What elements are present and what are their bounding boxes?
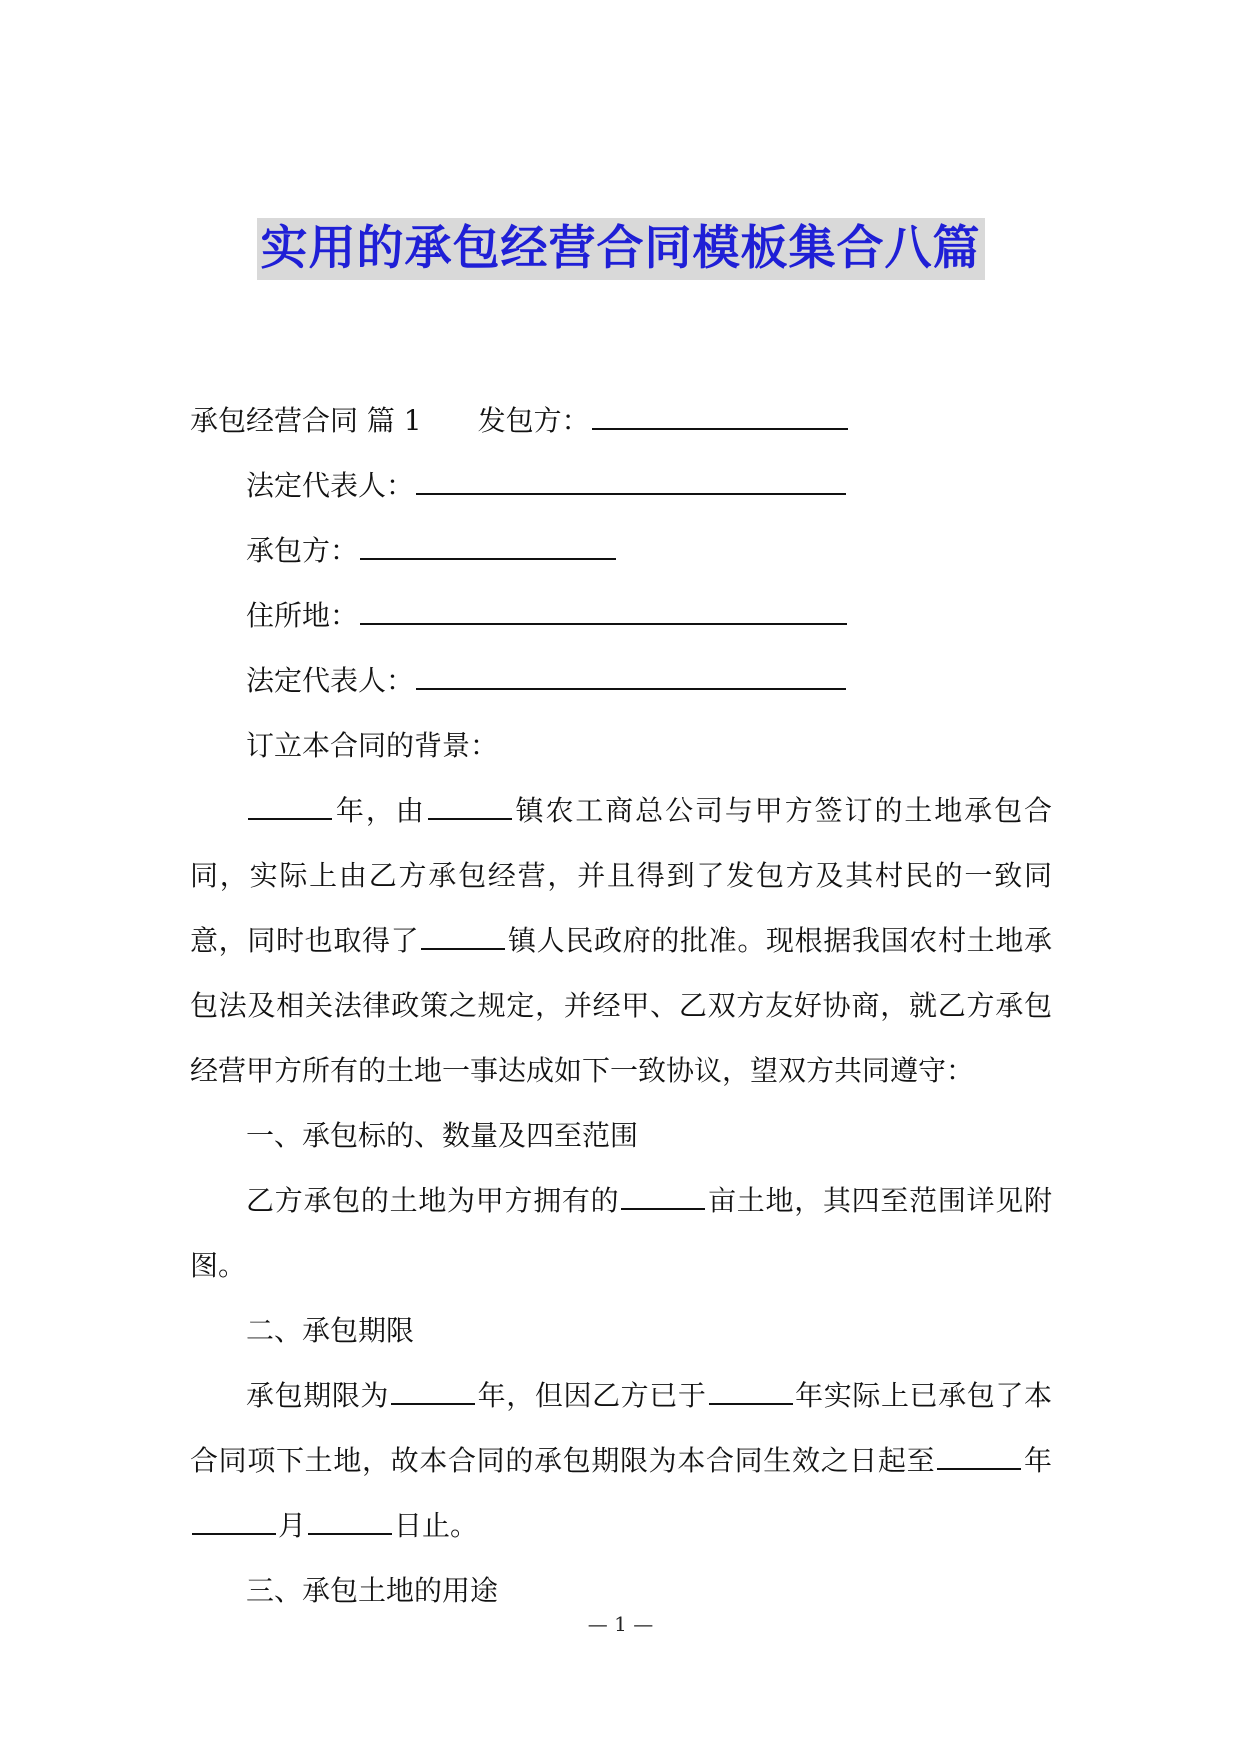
background-heading-text: 订立本合同的背景：	[246, 729, 499, 762]
para3-text-4: 年	[1023, 1444, 1052, 1477]
para3-text-3: 年实际上已承包了本合同项下土地，故本合同的承包期限为本合同生效之日起至	[190, 1379, 1052, 1477]
town-blank-1	[428, 796, 512, 820]
zhusuo-line	[190, 583, 1052, 648]
para1-text-1: 年，由	[334, 794, 426, 827]
chengbao-label: 承包方：	[246, 534, 359, 567]
mu-blank	[621, 1186, 705, 1210]
town-blank-2	[421, 926, 505, 950]
fabao-label: 发包方：	[477, 404, 590, 437]
para1-text-2: 镇农工商总公司与甲方签订的土地承包合同，实际上由乙方承包经营，并且得到了发包方及其村民的一致同意，同时也取得了	[190, 794, 1052, 957]
contract-label: 承包经营合同 篇 1	[190, 404, 422, 437]
end-year-blank	[937, 1446, 1021, 1470]
document-body	[190, 388, 1052, 1623]
fading-blank-2	[416, 666, 846, 690]
end-day-blank	[308, 1511, 392, 1535]
end-month-blank	[192, 1511, 276, 1535]
header-line	[190, 388, 1052, 453]
fading-label-2: 法定代表人：	[246, 664, 415, 697]
chengbao-blank	[360, 536, 616, 560]
para3-text-2: 年，但因乙方已于	[477, 1379, 707, 1412]
fabao-blank	[592, 406, 848, 430]
para3-text-1: 承包期限为	[246, 1379, 390, 1412]
section-3-text: 三、承包土地的用途	[246, 1574, 499, 1607]
fading-line-1	[190, 453, 1052, 518]
background-heading	[190, 713, 1052, 778]
zhusuo-blank	[360, 601, 847, 625]
fading-blank-1	[416, 471, 846, 495]
fading-line-2	[190, 648, 1052, 713]
chengbao-line	[190, 518, 1052, 583]
title-container	[0, 218, 1241, 280]
section-heading-2	[190, 1298, 1052, 1363]
section-heading-1	[190, 1103, 1052, 1168]
term-paragraph	[190, 1363, 1052, 1558]
term-years-blank	[391, 1381, 475, 1405]
background-paragraph	[190, 778, 1052, 1103]
section-1-text: 一、承包标的、数量及四至范围	[246, 1119, 639, 1152]
para3-text-6: 日止。	[394, 1509, 479, 1542]
para2-text-2: 亩土地，其四至范围详见附图。	[190, 1184, 1052, 1282]
document-title: 实用的承包经营合同模板集合八篇	[257, 218, 985, 280]
page-number: — 1 —	[587, 1612, 654, 1636]
para2-text-1: 乙方承包的土地为甲方拥有的	[246, 1184, 620, 1217]
start-year-blank	[709, 1381, 793, 1405]
para3-text-5: 月	[278, 1509, 307, 1542]
fading-label-1: 法定代表人：	[246, 469, 415, 502]
section-2-text: 二、承包期限	[246, 1314, 415, 1347]
zhusuo-label: 住所地：	[246, 599, 359, 632]
subject-paragraph	[190, 1168, 1052, 1298]
para1-text-3: 镇人民政府的批准。现根据我国农村土地承包法及相关法律政策之规定，并经甲、乙双方友好协商，就乙方承包经营甲方所有的土地一事达成如下一致协议，望双方共同遵守：	[190, 924, 1052, 1087]
year-blank	[248, 796, 332, 820]
